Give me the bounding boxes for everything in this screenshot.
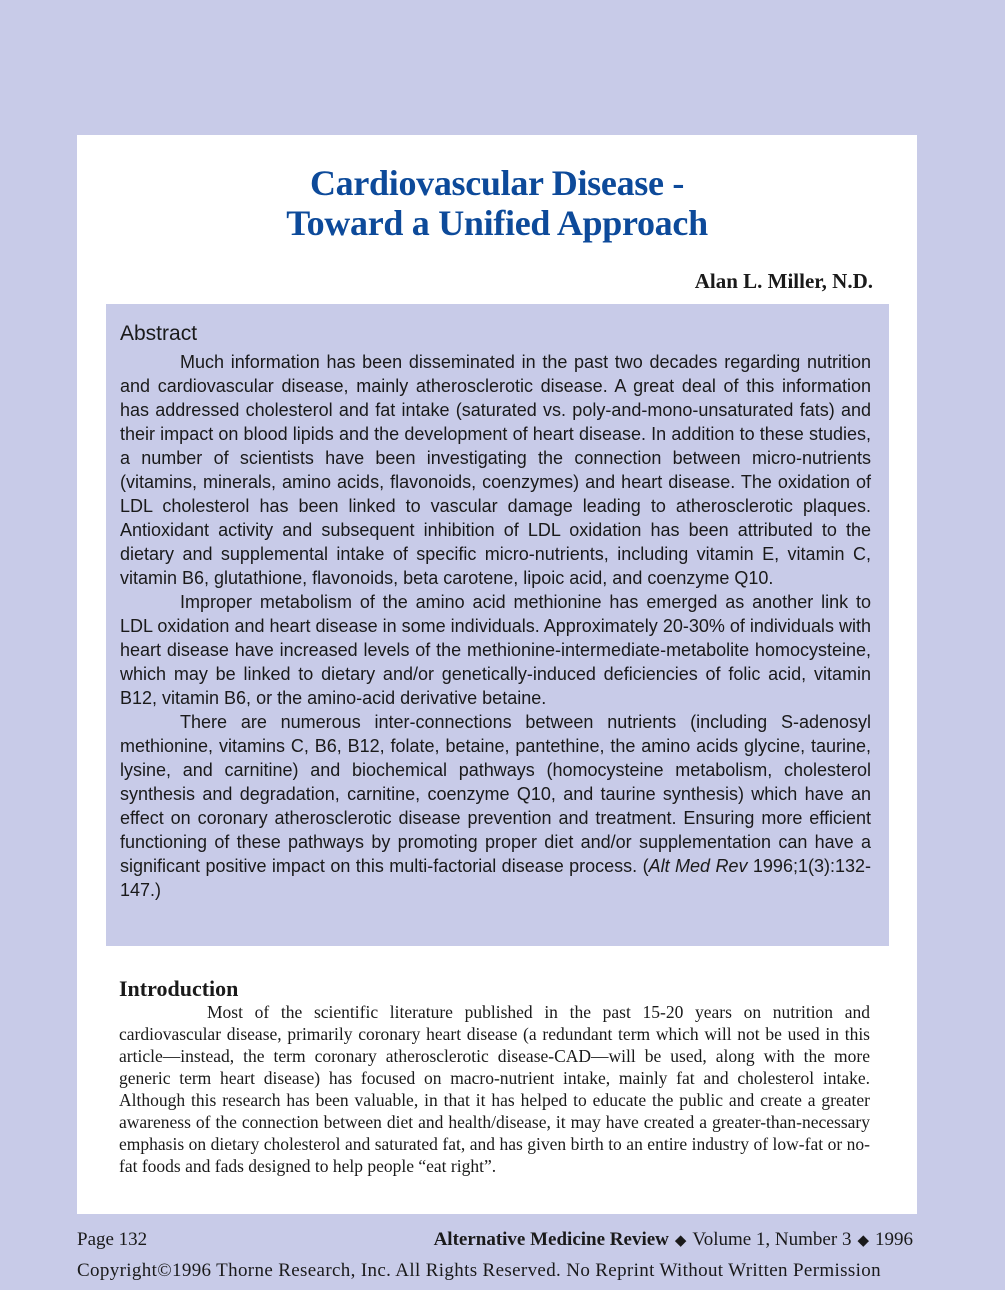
abstract-box xyxy=(106,304,889,946)
author-name: Alan L. Miller, N.D. xyxy=(694,269,873,293)
introduction-paragraph-1: Most of the scientific literature published in the past 15-20 years on nutrition and cardiovascular disease, primarily coronary heart disease (a redundant term which will not be used in this article—instead, the term coronary atherosclerotic disease-CAD—will be used, along with the more generic term heart disease) has focused on macro-nutrient intake, mainly fat and cholesterol intake. Although this research has been valuable, in that it has helped to educate the public and create a greater awareness of the connection between diet and health/disease, it may have created a greater-than-necessary emphasis on dietary cholesterol and saturated fat, and has given birth to an entire industry of low-fat or no-fat foods and fads designed to help people “eat right”. xyxy=(119,1002,870,1176)
diamond-separator-icon: ◆ xyxy=(857,1233,869,1249)
volume-info: Volume 1, Number 3 xyxy=(692,1229,852,1250)
abstract-paragraph-3 xyxy=(120,710,871,902)
journal-name: Alternative Medicine Review xyxy=(433,1229,669,1250)
introduction-body xyxy=(119,1001,870,1177)
title-line-2: Toward a Unified Approach xyxy=(286,203,708,243)
citation-details: 1996;1(3):132-147.) xyxy=(120,856,871,900)
diamond-separator-icon: ◆ xyxy=(674,1233,687,1249)
article-title xyxy=(77,163,917,243)
journal-footer xyxy=(434,1229,913,1251)
abstract-paragraph-2: Improper metabolism of the amino acid methionine has emerged as another link to LDL oxidation and heart disease in some individuals. Approximately 20-30% of individuals with heart disease have increased levels of the methionine-intermediate-metabolite homocysteine, which may be linked to dietary and/or genetically-induced deficiencies of folic acid, vitamin B12, vitamin B6, or the amino-acid derivative betaine. xyxy=(120,592,871,708)
abstract-paragraph-1: Much information has been disseminated in the past two decades regarding nutrition and cardiovascular disease, mainly atherosclerotic disease. A great deal of this information has addressed cholesterol and fat intake (saturated vs. poly-and-mono-unsaturated fats) and their impact on blood lipids and the development of heart disease. In addition to these studies, a number of scientists have been investigating the connection between micro-nutrients (vitamins, minerals, amino acids, flavonoids, coenzymes) and heart disease. The oxidation of LDL cholesterol has been linked to vascular damage leading to atherosclerotic plaques. Antioxidant activity and subsequent inhibition of LDL oxidation has been attributed to the dietary and supplemental intake of specific micro-nutrients, including vitamin E, vitamin C, vitamin B6, glutathione, flavonoids, beta carotene, lipoic acid, and coenzyme Q10. xyxy=(120,352,871,588)
citation-journal: Alt Med Rev xyxy=(648,856,748,876)
introduction-heading: Introduction xyxy=(119,976,239,1001)
abstract-body xyxy=(120,350,871,902)
title-line-1: Cardiovascular Disease - xyxy=(309,163,685,203)
abstract-paragraph-3-text: There are numerous inter-connections between nutrients (including S-adenosyl methionine, vitamins C, B6, B12, folate, betaine, pantethine, the amino acids glycine, taurine, lysine, and carnitine) and biochemical pathways (homocysteine metabolism, cholesterol synthesis and degradation, carnitine, coenzyme Q10, and taurine synthesis) which have an effect on coronary atherosclerotic disease prevention and treatment. Ensuring more efficient functioning of these pathways by promoting proper diet and/or supplementation can have a significant positive impact on this multi-factorial disease process. ( xyxy=(120,712,871,876)
page-number: Page 132 xyxy=(77,1229,148,1250)
publication-year: 1996 xyxy=(875,1229,913,1250)
copyright-notice: Copyright©1996 Thorne Research, Inc. All Rights Reserved. No Reprint Without Written Permission xyxy=(77,1260,881,1281)
abstract-heading: Abstract xyxy=(120,322,198,345)
article-page xyxy=(77,135,917,1214)
